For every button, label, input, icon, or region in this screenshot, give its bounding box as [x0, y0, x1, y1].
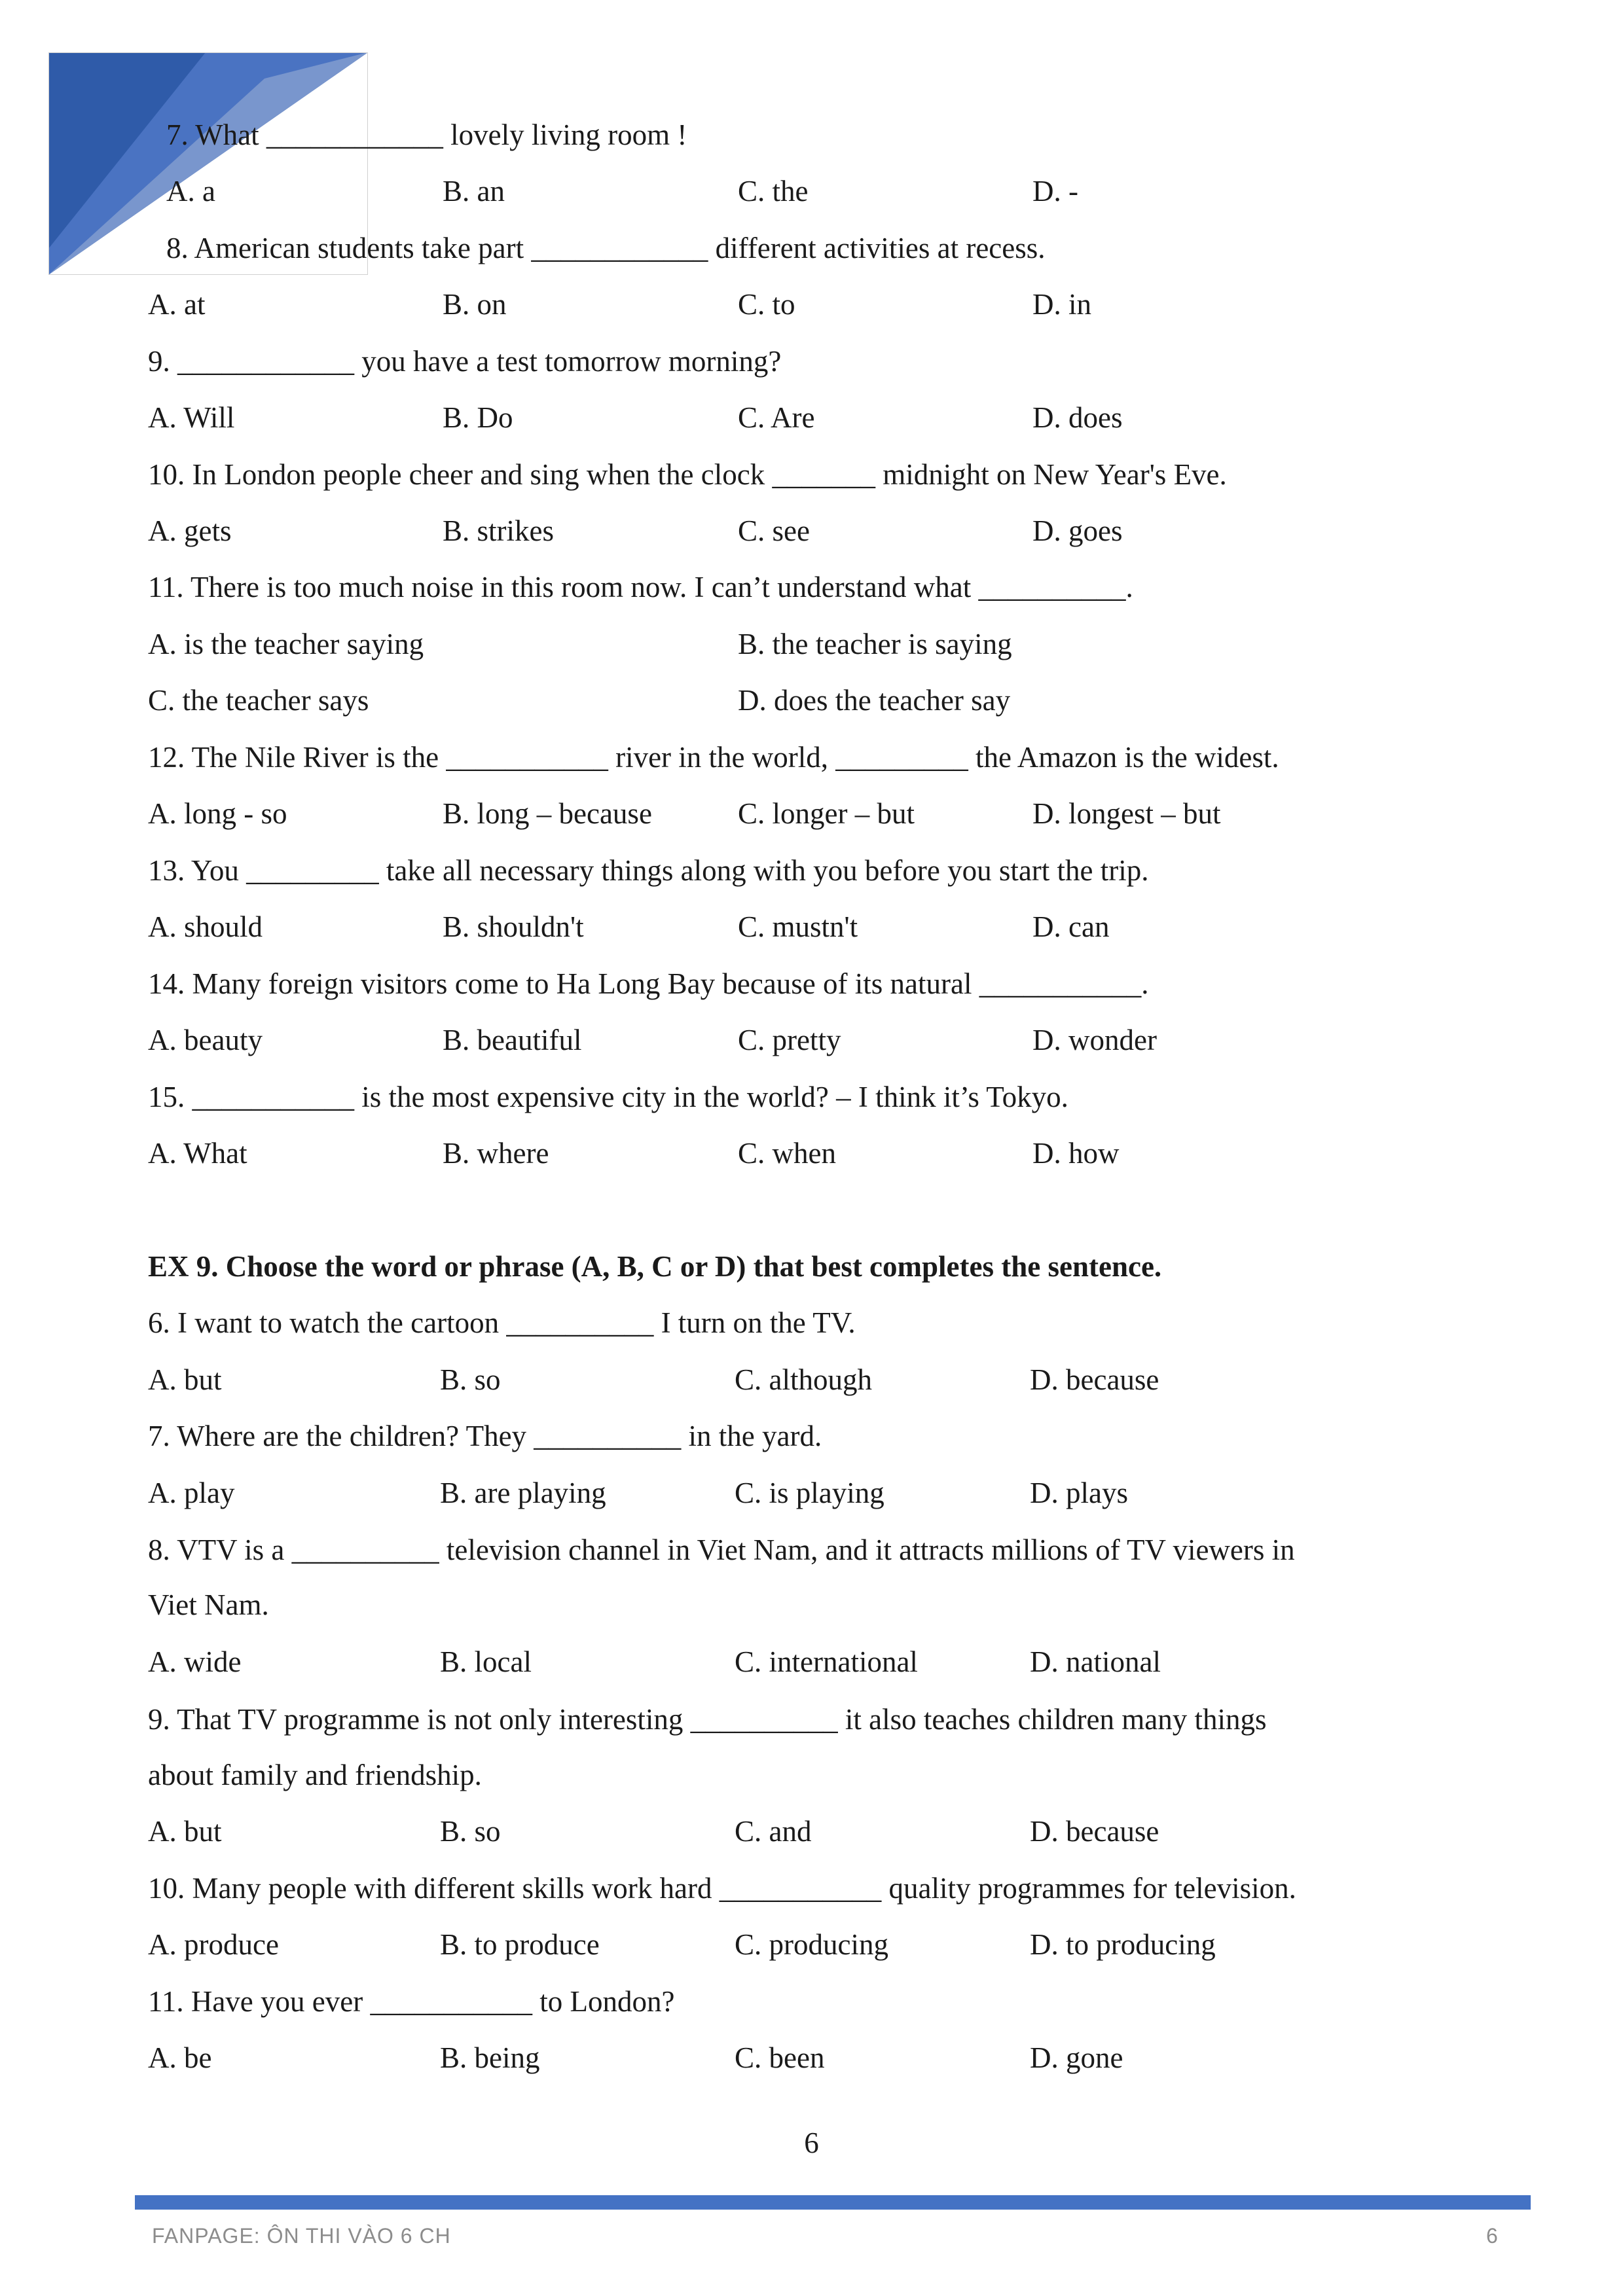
ex8-q9-text: 9. ____________ you have a test tomorrow morning?: [148, 345, 782, 378]
ex8-q8-option-b: B. on: [443, 288, 507, 321]
ex8-q15-option-a: A. What: [148, 1137, 247, 1170]
ex9-q8-option-c: C. international: [735, 1645, 918, 1678]
ex8-q8-option-c: C. to: [738, 288, 795, 321]
ex9-q6-option-a: A. but: [148, 1363, 222, 1396]
ex8-q13-option-d: D. can: [1032, 910, 1110, 943]
ex8-q13-option-c: C. mustn't: [738, 910, 858, 943]
ex9-q9-option-b: B. so: [440, 1815, 501, 1848]
ex9-q9-option-c: C. and: [735, 1815, 812, 1848]
ex8-q9-option-b: B. Do: [443, 401, 513, 434]
ex9-q6-option-c: C. although: [735, 1363, 872, 1396]
ex8-q11-option-a: A. is the teacher saying: [148, 628, 424, 660]
ex9-q9-text-line1: 9. That TV programme is not only interesting __________ it also teaches children many things: [148, 1703, 1267, 1736]
ex9-q10-option-a: A. produce: [148, 1928, 279, 1961]
ex9-q8-option-b: B. local: [440, 1645, 532, 1678]
ex8-q14-option-d: D. wonder: [1032, 1024, 1157, 1056]
ex9-q10-option-c: C. producing: [735, 1928, 888, 1961]
ex8-q10-option-a: A. gets: [148, 514, 232, 547]
ex9-q8-text-line1: 8. VTV is a __________ television channel in Viet Nam, and it attracts millions of TV viewers in: [148, 1534, 1295, 1566]
ex9-q11-option-a: A. be: [148, 2041, 212, 2074]
ex9-q11-option-b: B. being: [440, 2041, 540, 2074]
ex8-q13-option-a: A. should: [148, 910, 263, 943]
ex8-q8-text: 8. American students take part ____________ different activities at recess.: [166, 232, 1046, 264]
ex9-q7-option-b: B. are playing: [440, 1477, 606, 1509]
ex8-q13-option-b: B. shouldn't: [443, 910, 584, 943]
ex9-q9-text-line2: about family and friendship.: [148, 1759, 482, 1791]
ex8-q11-option-d: D. does the teacher say: [738, 684, 1011, 717]
ex8-q10-option-c: C. see: [738, 514, 810, 547]
ex8-q10-option-b: B. strikes: [443, 514, 555, 547]
ex8-q12-option-b: B. long – because: [443, 797, 652, 830]
ex8-q15-option-c: C. when: [738, 1137, 836, 1170]
ex9-q8-text-line2: Viet Nam.: [148, 1588, 269, 1621]
ex9-heading: EX 9. Choose the word or phrase (A, B, C or D) that best completes the sentence.: [148, 1250, 1162, 1283]
ex9-q11-option-d: D. gone: [1030, 2041, 1123, 2074]
ex9-q7-text: 7. Where are the children? They __________ in the yard.: [148, 1420, 822, 1452]
ex8-q11-text: 11. There is too much noise in this room now. I can’t understand what __________.: [148, 571, 1133, 603]
footer-divider-bar: [135, 2195, 1531, 2210]
ex8-q7-option-b: B. an: [443, 175, 505, 207]
ex8-q11-option-c: C. the teacher says: [148, 684, 369, 717]
ex9-q7-option-a: A. play: [148, 1477, 235, 1509]
ex8-q11-option-b: B. the teacher is saying: [738, 628, 1012, 660]
page-number: 6: [804, 2126, 819, 2159]
ex8-q12-option-d: D. longest – but: [1032, 797, 1221, 830]
ex9-q11-option-c: C. been: [735, 2041, 825, 2074]
ex8-q12-option-a: A. long - so: [148, 797, 287, 830]
ex8-q14-option-c: C. pretty: [738, 1024, 841, 1056]
ex9-q10-option-d: D. to producing: [1030, 1928, 1216, 1961]
footer-page-number: 6: [1486, 2224, 1498, 2248]
ex9-q6-option-b: B. so: [440, 1363, 501, 1396]
ex8-q10-text: 10. In London people cheer and sing when the clock _______ midnight on New Year's Eve.: [148, 458, 1227, 491]
ex8-q14-option-a: A. beauty: [148, 1024, 263, 1056]
ex8-q8-option-d: D. in: [1032, 288, 1091, 321]
ex9-q6-option-d: D. because: [1030, 1363, 1159, 1396]
footer-fanpage-text: FANPAGE: ÔN THI VÀO 6 CH: [152, 2224, 451, 2248]
ex8-q10-option-d: D. goes: [1032, 514, 1123, 547]
ex8-q9-option-c: C. Are: [738, 401, 815, 434]
ex8-q14-option-b: B. beautiful: [443, 1024, 582, 1056]
ex9-q10-option-b: B. to produce: [440, 1928, 600, 1961]
ex8-q15-option-b: B. where: [443, 1137, 549, 1170]
ex8-q7-option-a: A. a: [166, 175, 215, 207]
ex8-q7-text: 7. What ____________ lovely living room !: [166, 118, 687, 151]
ex8-q12-option-c: C. longer – but: [738, 797, 915, 830]
ex9-q11-text: 11. Have you ever ___________ to London?: [148, 1985, 675, 2018]
ex9-q10-text: 10. Many people with different skills work hard ___________ quality programmes for television.: [148, 1872, 1296, 1905]
ex9-q9-option-a: A. but: [148, 1815, 222, 1848]
ex9-q6-text: 6. I want to watch the cartoon __________ I turn on the TV.: [148, 1306, 856, 1339]
ex8-q14-text: 14. Many foreign visitors come to Ha Long Bay because of its natural ___________.: [148, 967, 1149, 1000]
ex8-q15-text: 15. ___________ is the most expensive city in the world? – I think it’s Tokyo.: [148, 1081, 1068, 1113]
ex8-q8-option-a: A. at: [148, 288, 206, 321]
ex9-q8-option-a: A. wide: [148, 1645, 242, 1678]
ex8-q9-option-d: D. does: [1032, 401, 1123, 434]
ex8-q13-text: 13. You _________ take all necessary things along with you before you start the trip.: [148, 854, 1149, 887]
ex9-q9-option-d: D. because: [1030, 1815, 1159, 1848]
ex9-q8-option-d: D. national: [1030, 1645, 1161, 1678]
ex8-q9-option-a: A. Will: [148, 401, 235, 434]
ex8-q15-option-d: D. how: [1032, 1137, 1120, 1170]
ex9-q7-option-c: C. is playing: [735, 1477, 884, 1509]
ex8-q7-option-c: C. the: [738, 175, 809, 207]
ex8-q12-text: 12. The Nile River is the ___________ river in the world, _________ the Amazon is the widest.: [148, 741, 1279, 774]
ex8-q7-option-d: D. -: [1032, 175, 1078, 207]
ex9-q7-option-d: D. plays: [1030, 1477, 1128, 1509]
